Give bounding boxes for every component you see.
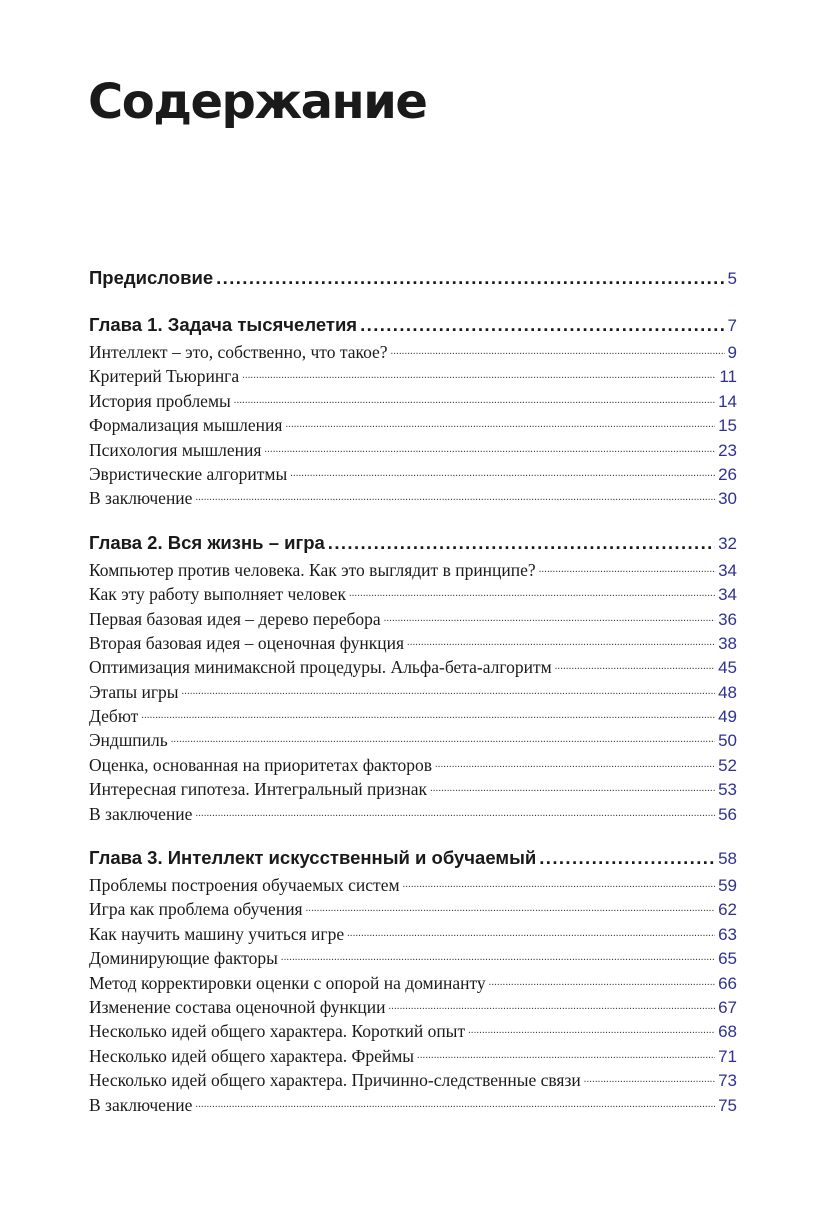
- toc-entry-label: Глава 1. Задача тысячелетия: [89, 314, 358, 335]
- toc-item-label: Доминирующие факторы: [89, 948, 278, 969]
- dot-leader: [435, 753, 715, 777]
- toc-item-label: Критерий Тьюринга: [89, 366, 240, 387]
- toc-item[interactable]: [89, 897, 737, 921]
- toc-item-label: Проблемы построения обучаемых систем: [89, 875, 400, 896]
- toc-item[interactable]: [89, 631, 737, 655]
- toc-entry-label: Предисловие: [89, 267, 214, 288]
- toc-item[interactable]: [89, 607, 737, 631]
- toc-page-number: 73: [718, 1071, 737, 1091]
- toc-chapter-heading[interactable]: [89, 311, 737, 339]
- toc-item-label: Вторая базовая идея – оценочная функция: [89, 632, 405, 653]
- toc-item-label: В заключение: [89, 1094, 193, 1115]
- toc-page-number: 67: [718, 997, 737, 1017]
- toc-item[interactable]: [89, 655, 737, 679]
- toc-page-number: 38: [718, 633, 737, 653]
- dot-leader: [391, 340, 725, 364]
- toc-item[interactable]: [89, 389, 737, 413]
- toc-item-label: Психология мышления: [89, 439, 262, 460]
- toc-item-label: Эндшпиль: [89, 730, 168, 751]
- toc-page-number: 63: [718, 924, 737, 944]
- dot-leader: [195, 486, 715, 510]
- toc-page-number: 71: [718, 1046, 737, 1066]
- toc-page-number: 11: [719, 367, 737, 387]
- toc-entry-label: Глава 3. Интеллект искусственный и обучаемый: [89, 847, 537, 869]
- toc-item-label: Как эту работу выполняет человек: [89, 584, 346, 605]
- dot-leader: [468, 1019, 715, 1043]
- toc-page-number: 32: [718, 533, 737, 553]
- toc-page-number: 59: [718, 876, 737, 896]
- toc-item-label: Формализация мышления: [89, 415, 283, 436]
- toc-page-number: 62: [718, 900, 737, 920]
- toc-page-number: 7: [727, 316, 737, 335]
- toc-item[interactable]: [89, 1044, 737, 1068]
- toc-page-number: 52: [718, 755, 737, 775]
- toc-page-number: 14: [718, 391, 737, 411]
- toc-item-label: В заключение: [89, 803, 193, 824]
- toc-item[interactable]: [89, 1093, 737, 1117]
- toc-item-label: Эвристические алгоритмы: [89, 463, 288, 484]
- dot-leader: [141, 704, 715, 728]
- toc-item-label: Как научить машину учиться игре: [89, 923, 345, 944]
- toc-item-label: Несколько идей общего характера. Короткий опыт: [89, 1021, 466, 1042]
- dot-leader: [349, 582, 715, 606]
- toc-page-number: 50: [718, 731, 737, 751]
- toc-page-number: 30: [718, 489, 737, 509]
- toc-page-number: 36: [718, 609, 737, 629]
- dot-leader: [347, 922, 715, 946]
- dot-leader: [281, 946, 715, 970]
- toc-item[interactable]: [89, 873, 737, 897]
- dot-leader: [171, 728, 715, 752]
- toc-item-label: Игра как проблема обучения: [89, 899, 303, 920]
- dot-leader: [430, 777, 715, 801]
- dot-leader: [182, 680, 716, 704]
- toc-page-number: 65: [718, 949, 737, 969]
- toc-page-number: 34: [718, 585, 737, 605]
- dot-leader: [489, 971, 715, 995]
- toc-item[interactable]: [89, 680, 737, 704]
- toc-item[interactable]: [89, 438, 737, 462]
- toc-item-label: Компьютер против человека. Как это выглядит в принципе?: [89, 559, 536, 580]
- dot-leader: [539, 558, 715, 582]
- toc-chapter-2: [89, 529, 737, 826]
- toc-item-label: История проблемы: [89, 390, 231, 411]
- toc-item[interactable]: [89, 486, 737, 510]
- page-title: Содержание: [88, 74, 427, 130]
- toc-page-number: 48: [718, 682, 737, 702]
- dot-leader: [328, 529, 715, 557]
- toc-item-label: Первая базовая идея – дерево перебора: [89, 608, 381, 629]
- toc-item[interactable]: [89, 922, 737, 946]
- toc-chapter-1: [89, 311, 737, 511]
- toc-item[interactable]: [89, 728, 737, 752]
- toc-chapter-heading[interactable]: [89, 529, 737, 557]
- toc-item[interactable]: [89, 1019, 737, 1043]
- toc-item-label: Интересная гипотеза. Интегральный признак: [89, 779, 428, 800]
- toc-item[interactable]: [89, 704, 737, 728]
- toc-item-label: Оптимизация минимаксной процедуры. Альфа-бета-алгоритм: [89, 657, 552, 678]
- toc-item-label: Этапы игры: [89, 681, 179, 702]
- dot-leader: [584, 1068, 715, 1092]
- toc-page-number: 5: [727, 269, 737, 288]
- toc-item-label: Дебют: [89, 706, 139, 727]
- toc-page-number: 23: [718, 440, 737, 460]
- dot-leader: [216, 264, 724, 292]
- toc-item[interactable]: [89, 777, 737, 801]
- toc-page-number: 68: [718, 1022, 737, 1042]
- dot-leader: [234, 389, 715, 413]
- toc-item[interactable]: [89, 364, 737, 388]
- toc-page-number: 9: [727, 343, 737, 362]
- toc-page-number: 15: [718, 416, 737, 436]
- toc-entry-preface[interactable]: [89, 264, 737, 292]
- toc-item-label: Метод корректировки оценки с опорой на доминанту: [89, 972, 486, 993]
- toc-chapter-heading[interactable]: [89, 844, 737, 872]
- toc-item[interactable]: [89, 971, 737, 995]
- toc-item-label: Интеллект – это, собственно, что такое?: [89, 342, 388, 362]
- toc-page-number: 56: [718, 804, 737, 824]
- toc-entry-label: Глава 2. Вся жизнь – игра: [89, 531, 325, 553]
- dot-leader: [407, 631, 715, 655]
- toc-chapter-3: [89, 844, 737, 1117]
- dot-leader: [264, 438, 715, 462]
- toc-item[interactable]: [89, 340, 737, 364]
- toc-item[interactable]: [89, 1068, 737, 1092]
- toc-item[interactable]: [89, 753, 737, 777]
- toc-page-number: 45: [718, 658, 737, 678]
- dot-leader: [360, 311, 724, 339]
- dot-leader: [242, 364, 716, 388]
- dot-leader: [417, 1044, 715, 1068]
- toc-page-number: 66: [718, 973, 737, 993]
- toc-item[interactable]: [89, 462, 737, 486]
- toc-page-number: 75: [718, 1095, 737, 1115]
- toc-page-number: 53: [718, 780, 737, 800]
- toc-item-label: Изменение состава оценочной функции: [89, 996, 386, 1017]
- toc-item[interactable]: [89, 582, 737, 606]
- toc-item[interactable]: [89, 946, 737, 970]
- toc-item-label: Несколько идей общего характера. Фреймы: [89, 1045, 415, 1066]
- toc-item-label: В заключение: [89, 488, 193, 509]
- dot-leader: [539, 844, 715, 872]
- toc-item[interactable]: [89, 995, 737, 1019]
- toc-preface: [89, 264, 737, 292]
- toc-page-number: 49: [718, 707, 737, 727]
- dot-leader: [285, 413, 715, 437]
- toc-item-label: Оценка, основанная на приоритетах факторов: [89, 754, 433, 775]
- toc-item-label: Несколько идей общего характера. Причинно-следственные связи: [89, 1070, 581, 1091]
- toc-item[interactable]: [89, 802, 737, 826]
- dot-leader: [195, 802, 715, 826]
- toc-page-number: 58: [718, 849, 737, 869]
- toc-page-number: 26: [718, 464, 737, 484]
- toc-item[interactable]: [89, 558, 737, 582]
- toc-page-number: 34: [718, 560, 737, 580]
- dot-leader: [555, 655, 715, 679]
- table-of-contents: [89, 264, 737, 1135]
- dot-leader: [403, 873, 716, 897]
- dot-leader: [195, 1093, 715, 1117]
- dot-leader: [306, 897, 715, 921]
- dot-leader: [384, 607, 715, 631]
- toc-item[interactable]: [89, 413, 737, 437]
- dot-leader: [389, 995, 716, 1019]
- dot-leader: [290, 462, 715, 486]
